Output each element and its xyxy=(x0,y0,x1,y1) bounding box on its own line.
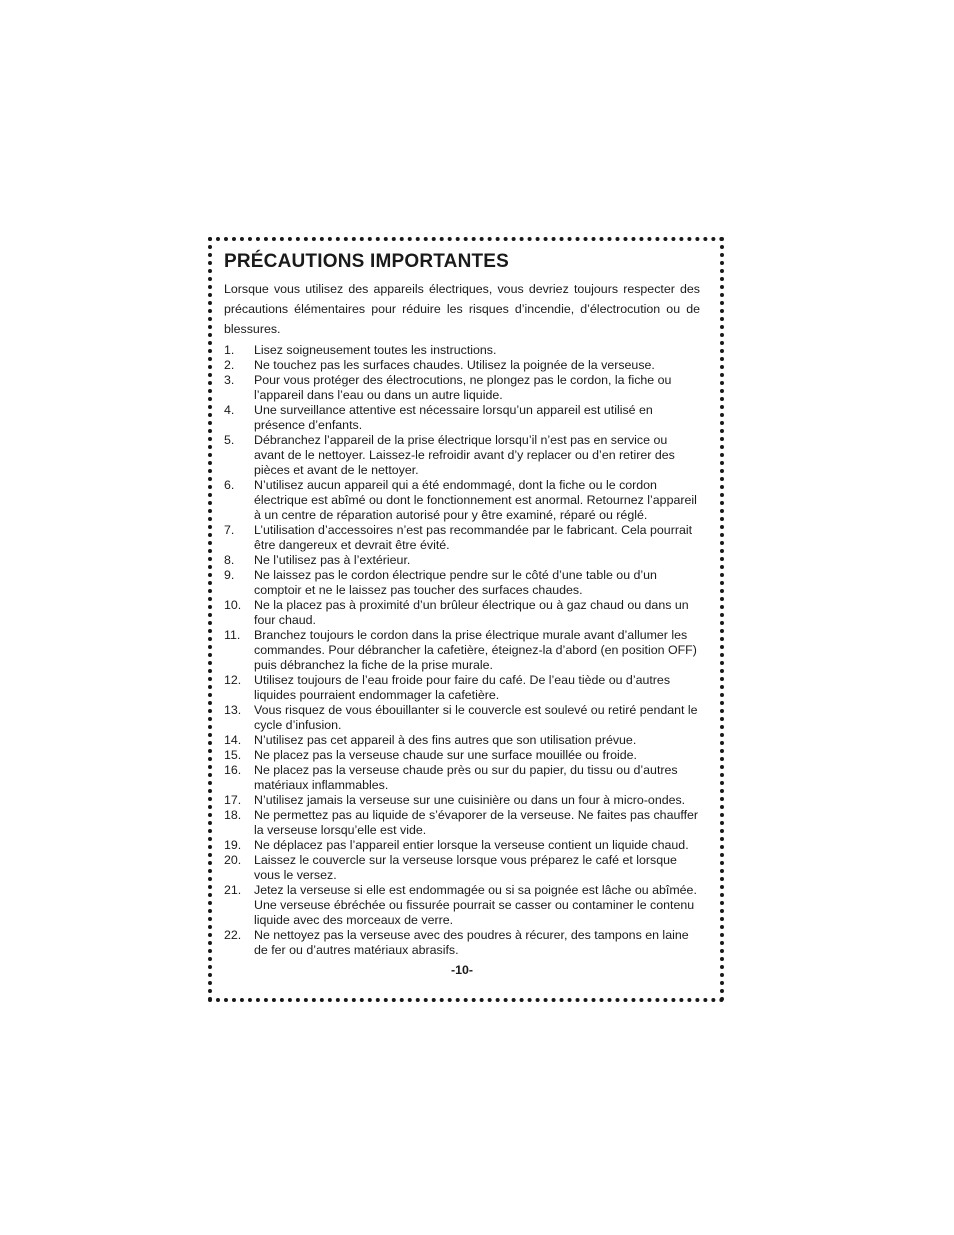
list-item-number: 2. xyxy=(224,358,235,372)
list-item xyxy=(224,703,700,733)
list-item-text: Ne permettez pas au liquide de s’évaporer de la verseuse. Ne faites pas chauffer la verseuse lorsqu’elle est vide. xyxy=(254,808,699,837)
list-item-number: 18. xyxy=(224,808,242,822)
list-item xyxy=(224,553,700,568)
list-item-number: 15. xyxy=(224,748,242,762)
list-item-text: Lisez soigneusement toutes les instructions. xyxy=(254,343,497,357)
list-item-number: 10. xyxy=(224,598,242,612)
safety-list xyxy=(224,343,700,958)
list-item-text: Ne déplacez pas l’appareil entier lorsque la verseuse contient un liquide chaud. xyxy=(254,838,689,852)
list-item-text: Ne placez pas la verseuse chaude près ou sur du papier, du tissu ou d’autres matériaux inflammables. xyxy=(254,763,678,792)
list-item-number: 22. xyxy=(224,928,242,942)
list-item-number: 13. xyxy=(224,703,242,717)
list-item-text: Débranchez l’appareil de la prise électrique lorsqu’il n’est pas en service ou avant de le nettoyer. Laissez-le refroidir avant d’y replacer ou d’en retirer des pièces et avant de le nettoyer. xyxy=(254,433,675,477)
list-item-text: Une surveillance attentive est nécessaire lorsqu’un appareil est utilisé en présence d’enfants. xyxy=(254,403,653,432)
list-item xyxy=(224,763,700,793)
list-item-number: 12. xyxy=(224,673,242,687)
list-item-number: 3. xyxy=(224,373,235,387)
list-item-text: N’utilisez aucun appareil qui a été endommagé, dont la fiche ou le cordon électrique est abîmé ou dont le fonctionnement est anormal. Retournez l’appareil à un centre de réparation autorisé pour y être examiné, réparé ou réglé. xyxy=(254,478,697,522)
list-item xyxy=(224,343,700,358)
list-item-number: 1. xyxy=(224,343,235,357)
list-item-number: 4. xyxy=(224,403,235,417)
list-item-text: Laissez le couvercle sur la verseuse lorsque vous préparez le café et lorsque vous le versez. xyxy=(254,853,677,882)
list-item xyxy=(224,523,700,553)
list-item xyxy=(224,838,700,853)
list-item-number: 11. xyxy=(224,628,241,642)
intro-paragraph: Lorsque vous utilisez des appareils électriques, vous devriez toujours respecter des précautions élémentaires pour réduire les risques d’incendie, d’électrocution ou de blessures. xyxy=(224,282,700,336)
list-item xyxy=(224,433,700,478)
list-item xyxy=(224,358,700,373)
list-item xyxy=(224,673,700,703)
list-item-text: Jetez la verseuse si elle est endommagée ou si sa poignée est lâche ou abîmée. Une verseuse ébréchée ou fissurée pourrait se casser ou contaminer le contenu liquide avec des morceaux de verre. xyxy=(254,883,697,927)
list-item-number: 8. xyxy=(224,553,235,567)
list-item-text: Ne touchez pas les surfaces chaudes. Utilisez la poignée de la verseuse. xyxy=(254,358,655,372)
list-item xyxy=(224,568,700,598)
list-item-number: 20. xyxy=(224,853,242,867)
list-item-number: 9. xyxy=(224,568,235,582)
list-item xyxy=(224,628,700,673)
list-item xyxy=(224,883,700,928)
list-item xyxy=(224,808,700,838)
list-item-number: 17. xyxy=(224,793,242,807)
list-item-text: Ne placez pas la verseuse chaude sur une surface mouillée ou froide. xyxy=(254,748,637,762)
page-title: PRÉCAUTIONS IMPORTANTES xyxy=(224,251,510,272)
list-item-text: N’utilisez pas cet appareil à des fins autres que son utilisation prévue. xyxy=(254,733,637,747)
list-item-number: 21. xyxy=(224,883,242,897)
list-item-number: 14. xyxy=(224,733,242,747)
list-item-text: Branchez toujours le cordon dans la prise électrique murale avant d’allumer les commandes. Pour débrancher la cafetière, éteignez-la d’abord (en position OFF) puis débranchez la fiche de la prise murale. xyxy=(254,628,697,672)
list-item-text: Pour vous protéger des électrocutions, ne plongez pas le cordon, la fiche ou l’appareil dans l’eau ou dans un autre liquide. xyxy=(254,373,672,402)
list-item xyxy=(224,403,700,433)
list-item-number: 6. xyxy=(224,478,235,492)
list-item-number: 19. xyxy=(224,838,242,852)
list-item-text: Vous risquez de vous ébouillanter si le couvercle est soulevé ou retiré pendant le cycle d’infusion. xyxy=(254,703,698,732)
list-item xyxy=(224,733,700,748)
list-item xyxy=(224,928,700,958)
list-item-text: Ne laissez pas le cordon électrique pendre sur le côté d’une table ou d’un comptoir et ne le laissez pas toucher des surfaces chaudes. xyxy=(254,568,657,597)
list-item xyxy=(224,793,700,808)
list-item-text: Ne nettoyez pas la verseuse avec des poudres à récurer, des tampons en laine de fer ou d’autres matériaux abrasifs. xyxy=(254,928,689,957)
list-item-number: 5. xyxy=(224,433,235,447)
list-item-number: 16. xyxy=(224,763,242,777)
list-item xyxy=(224,373,700,403)
list-item xyxy=(224,748,700,763)
list-item xyxy=(224,598,700,628)
list-item-text: L’utilisation d’accessoires n’est pas recommandée par le fabricant. Cela pourrait être dangereux et devrait être évité. xyxy=(254,523,693,552)
list-item-number: 7. xyxy=(224,523,235,537)
list-item-text: N’utilisez jamais la verseuse sur une cuisinière ou dans un four à micro-ondes. xyxy=(254,793,686,807)
safeguards-section xyxy=(224,250,700,978)
list-item-text: Utilisez toujours de l’eau froide pour faire du café. De l’eau tiède ou d’autres liquides pourraient endommager la cafetière. xyxy=(254,673,671,702)
list-item-text: Ne l’utilisez pas à l’extérieur. xyxy=(254,553,411,567)
list-item-text: Ne la placez pas à proximité d’un brûleur électrique ou à gaz chaud ou dans un four chaud. xyxy=(254,598,689,627)
page-number: -10- xyxy=(450,963,474,977)
list-item xyxy=(224,478,700,523)
list-item xyxy=(224,853,700,883)
